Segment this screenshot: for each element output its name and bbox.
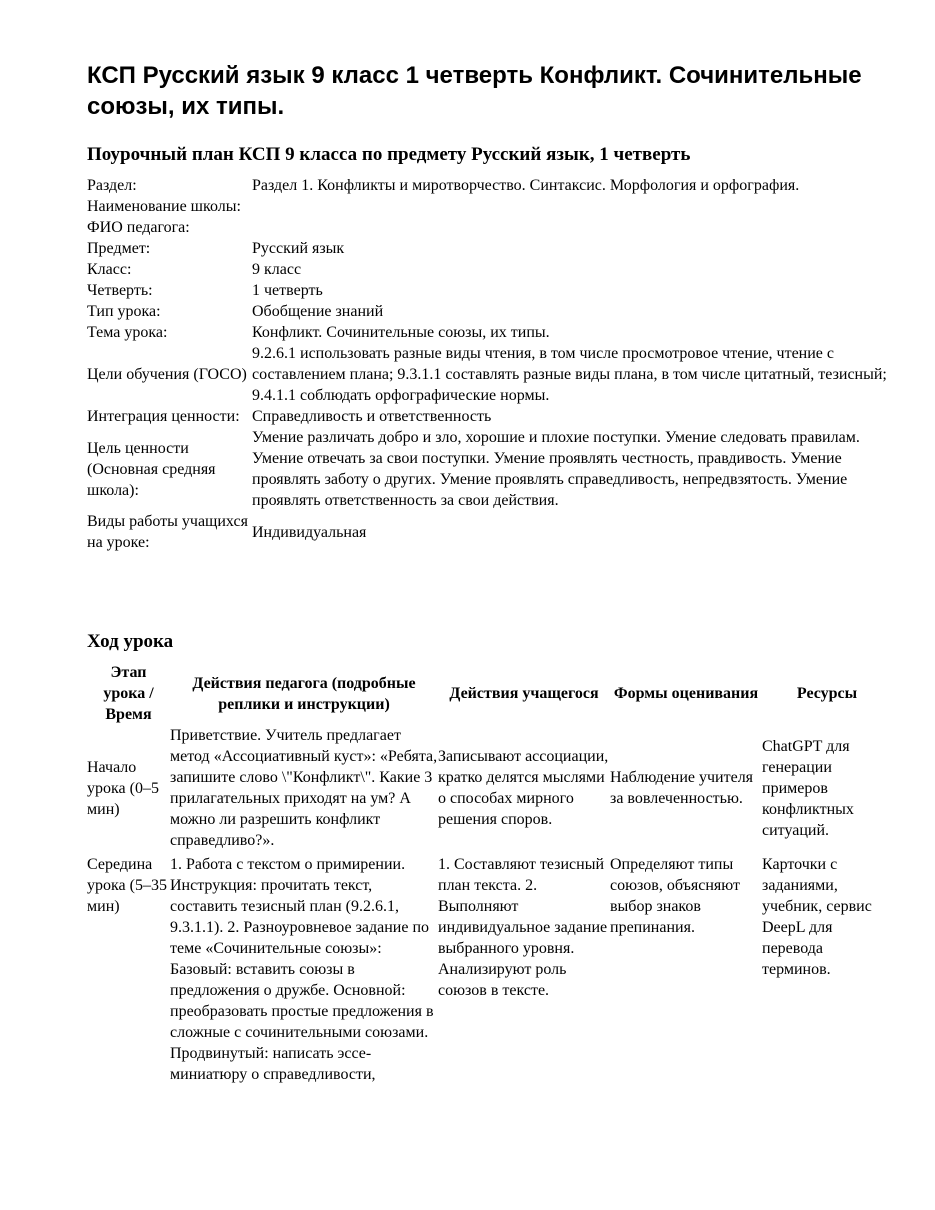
column-header-assessment: Формы оценивания [613,685,759,702]
info-label: Цель ценности (Основная средняя школа): [87,439,216,499]
column-header-teacher: Действия педагога (подробные реплики и инструкции) [192,674,416,713]
info-value: Конфликт. Сочинительные союзы, их типы. [252,324,550,341]
info-value: Умение различать добро и зло, хорошие и плохие поступки. Умение следовать правилам. Умение отвечать за свои поступки. Умение проявлять честность, правдивость. Умение проявлять заботу о других. Умение проявлять справедливость, непредвзятость. Умение проявлять ответственность за свои действия. [252,429,860,509]
info-label: Четверть: [87,282,153,299]
lesson-flow-table [87,662,892,1085]
info-label: ФИО педагога: [87,219,190,236]
info-label: Предмет: [87,240,151,257]
info-label: Наименование школы: [87,198,241,215]
info-row [87,196,892,217]
info-value: Русский язык [252,240,345,257]
info-value [252,217,892,238]
table-row [87,851,892,1085]
document-title: КСП Русский язык 9 класс 1 четверть Конфликт. Сочинительные союзы, их типы. [87,62,862,120]
info-row [87,175,892,196]
info-row [87,259,892,280]
info-value: Раздел 1. Конфликты и миротворчество. Синтаксис. Морфология и орфография. [252,177,800,194]
info-value: 9.2.6.1 использовать разные виды чтения, в том числе просмотровое чтение, чтение с составлением плана; 9.3.1.1 составлять разные виды плана, в том числе цитатный, тезисный; 9.4.1.1 соблюдать орфографические нормы. [252,345,887,404]
column-header-student: Действия учащегося [449,685,599,702]
teacher-cell: 1. Работа с текстом о примирении. Инструкция: прочитать текст, составить тезисный план (9.2.6.1, 9.3.1.1). 2. Разноуровневое задание по теме «Сочинительные союзы»: Базовый: вставить союзы в предложения о дружбе. Основной: преобразовать простые предложения в сложные с сочинительными союзами. Продвинутый: написать эссе-миниатюру о справедливости, [170,856,434,1083]
info-label: Класс: [87,261,132,278]
info-row [87,238,892,259]
lesson-section-title: Ход урока [87,631,174,652]
info-value [252,196,892,217]
info-row [87,343,892,406]
info-label: Интеграция ценности: [87,408,240,425]
info-row [87,427,892,511]
resources-cell: ChatGPT для генерации примеров конфликтных ситуаций. [762,737,854,839]
info-label: Тип урока: [87,303,161,320]
info-row [87,322,892,343]
stage-cell: Середина урока (5–35 мин) [87,856,167,915]
info-label: Тема урока: [87,324,168,341]
info-label: Виды работы учащихся на уроке: [87,513,248,551]
info-value: 1 четверть [252,282,323,299]
info-row [87,217,892,238]
info-row [87,280,892,301]
info-row [87,511,892,553]
teacher-cell: Приветствие. Учитель предлагает метод «Ассоциативный куст»: «Ребята, запишите слово \"Конфликт\". Какие 3 прилагательных приходят на ум? А можно ли разрешить конфликт справедливо?». [170,727,438,849]
table-row [87,725,892,851]
assessment-cell: Определяют типы союзов, объясняют выбор знаков препинания. [610,856,740,936]
info-value: 9 класс [252,261,302,278]
table-header-row [87,662,892,725]
lesson-info-table [87,175,892,553]
info-value: Индивидуальная [252,523,367,541]
column-header-stage: Этап урока / Время [103,664,154,723]
student-cell: 1. Составляют тезисный план текста. 2. Выполняют индивидуальное задание выбранного уровня. Анализируют роль союзов в тексте. [438,856,608,999]
info-label: Раздел: [87,177,137,194]
plan-subtitle: Поурочный план КСП 9 класса по предмету Русский язык, 1 четверть [87,144,691,165]
info-label: Цели обучения (ГОСО) [87,366,247,383]
info-row [87,301,892,322]
info-value: Обобщение знаний [252,303,384,320]
info-row [87,406,892,427]
info-value: Справедливость и ответственность [252,408,492,425]
column-header-resources: Ресурсы [796,685,858,702]
stage-cell: Начало урока (0–5 мин) [87,758,159,818]
student-cell: Записывают ассоциации, кратко делятся мыслями о способах мирного решения споров. [438,748,609,828]
resources-cell: Карточки с заданиями, учебник, сервис DeepL для перевода терминов. [762,856,872,978]
assessment-cell: Наблюдение учителя за вовлеченностью. [610,769,754,807]
